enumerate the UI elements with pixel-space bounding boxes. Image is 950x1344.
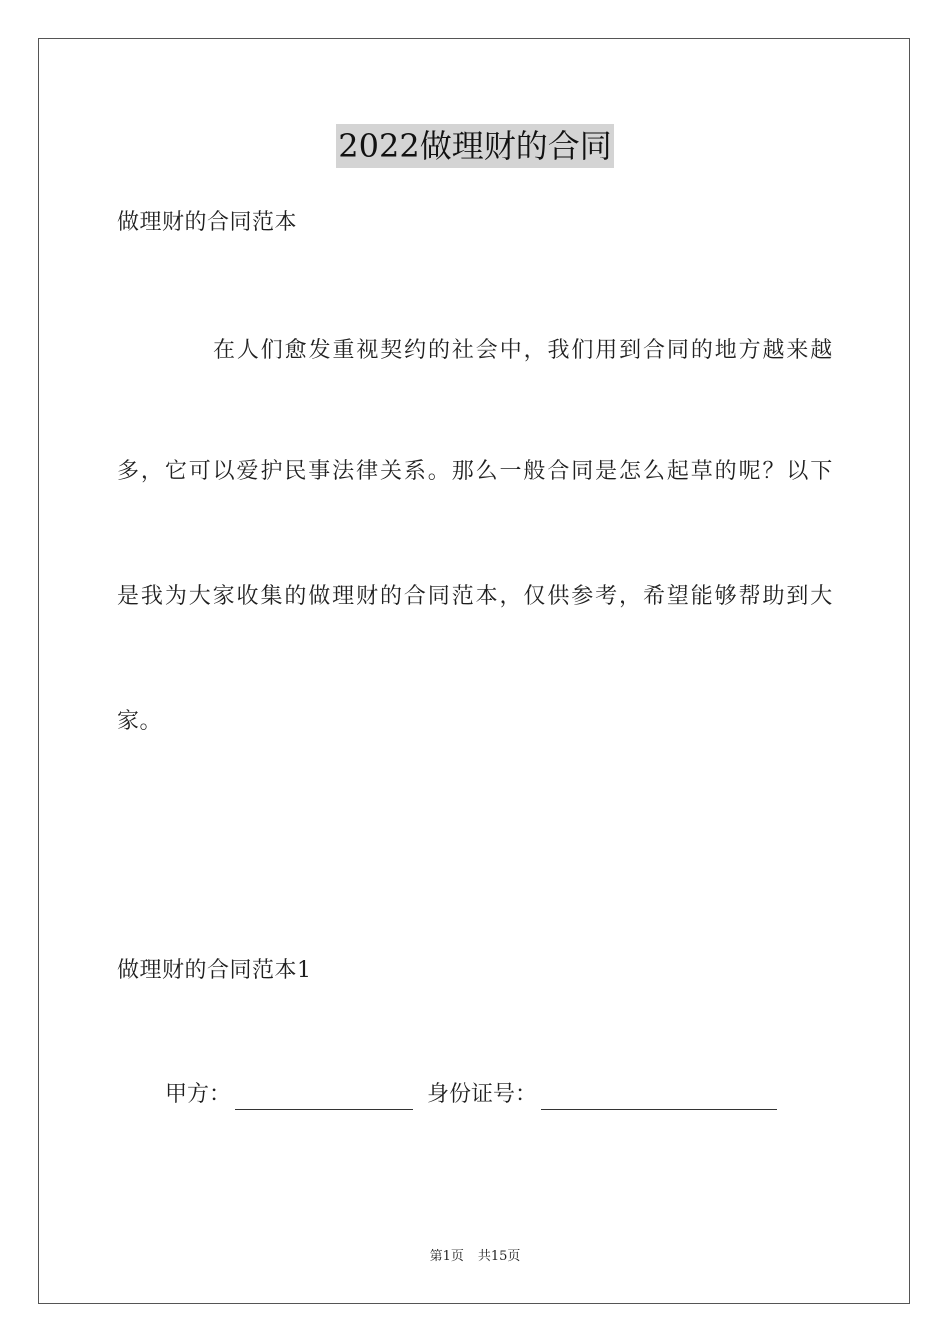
paragraph-line-2: 多 ， 它 可 以 爱 护 民 事 法 律 关 系 。 那 么 一 般 合 同 是 怎 么 起 草 的 呢 ？ 以 下 — [117, 459, 833, 484]
id-number-blank[interactable] — [541, 1085, 777, 1110]
paragraph-line-3: 是 我 为 大 家 收 集 的 做 理 财 的 合 同 范 本 ， 仅 供 参 考 ， 希 望 能 够 帮 助 到 大 — [117, 584, 833, 609]
document-subtitle: 做理财的合同范本 — [117, 210, 298, 235]
section-title: 做理财的合同范本1 — [117, 958, 312, 983]
party-a-row — [165, 1080, 777, 1110]
page-footer — [0, 1248, 950, 1266]
page-number: 第1页 — [429, 1249, 464, 1264]
paragraph-line-1: 在 人 们 愈 发 重 视 契 约 的 社 会 中 ， 我 们 用 到 合 同 的 地 方 越 来 越 — [213, 338, 833, 363]
party-a-label: 甲方： — [165, 1082, 232, 1107]
paragraph-line-4: 家。 — [117, 709, 163, 734]
id-number-label: 身份证号： — [427, 1082, 538, 1107]
party-a-blank[interactable] — [235, 1085, 413, 1110]
total-pages: 共15页 — [477, 1249, 521, 1264]
document-title: 2022做理财的合同 — [336, 124, 613, 168]
title-container — [0, 124, 950, 168]
